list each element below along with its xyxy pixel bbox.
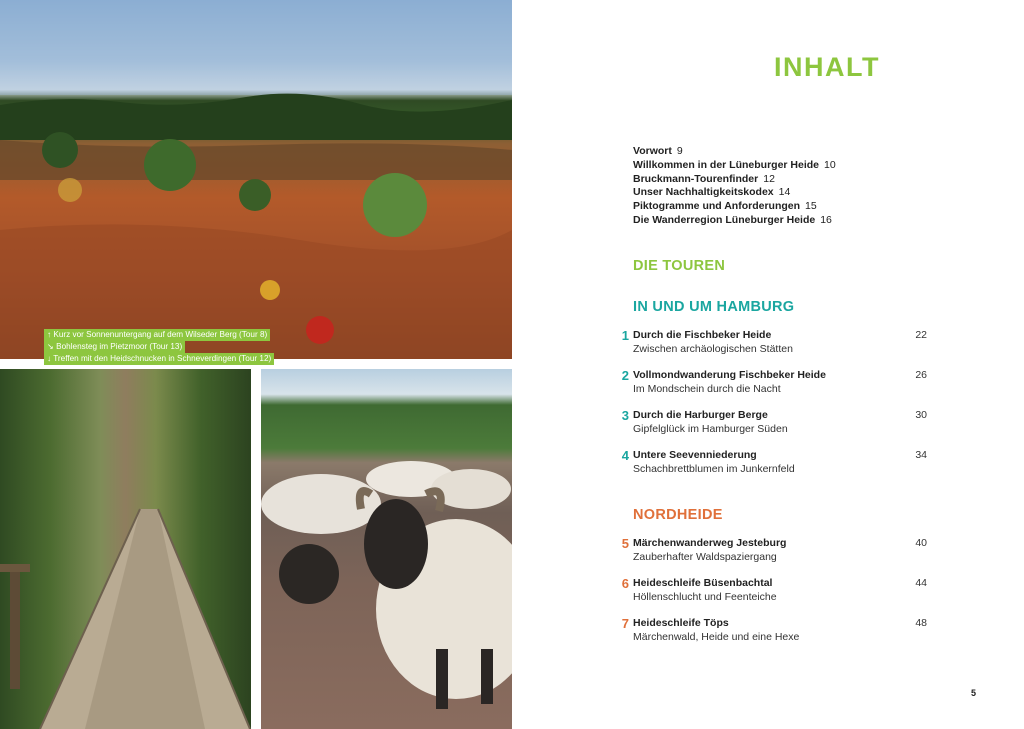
tour-subtitle: Zwischen archäologischen Stätten [633, 343, 793, 355]
front-matter-page: 15 [805, 200, 817, 213]
tour-number: 7 [621, 616, 629, 631]
tour-title: Märchenwanderweg Jesteburg [633, 537, 787, 549]
tour-subtitle: Schachbrettblumen im Junkernfeld [633, 463, 795, 475]
sheep-illustration [261, 369, 512, 729]
front-matter-title: Vorwort [633, 145, 672, 157]
front-matter-item [633, 200, 836, 214]
front-matter-page: 14 [778, 186, 791, 199]
front-matter-title: Unser Nachhaltigkeitskodex [633, 186, 774, 199]
tour-page: 34 [915, 449, 927, 461]
photo-heidschnucken-sheep [261, 369, 512, 729]
tour-subtitle: Höllenschlucht und Feenteiche [633, 591, 777, 603]
heathland-illustration [0, 0, 512, 359]
tour-title: Heideschleife Büsenbachtal [633, 577, 773, 589]
front-matter-item [633, 214, 836, 228]
boardwalk-illustration [0, 369, 251, 729]
tour-page: 22 [915, 329, 927, 341]
tour-number: 5 [621, 536, 629, 551]
tour-number: 6 [621, 576, 629, 591]
photo-heathland-sunset [0, 0, 512, 359]
photo-caption: ↑ Kurz vor Sonnenuntergang auf dem Wilseder Berg (Tour 8) [44, 329, 270, 341]
tour-title: Durch die Harburger Berge [633, 409, 768, 421]
section-heading-hamburg: IN UND UM HAMBURG [633, 299, 795, 315]
tour-number: 2 [621, 368, 629, 383]
tour-title: Vollmondwanderung Fischbeker Heide [633, 369, 826, 381]
tour-subtitle: Zauberhafter Waldspaziergang [633, 551, 777, 563]
tour-subtitle: Im Mondschein durch die Nacht [633, 383, 781, 395]
front-matter-item [633, 159, 836, 173]
front-matter-title: Bruckmann-Tourenfinder [633, 172, 759, 185]
front-matter-page: 12 [763, 172, 775, 185]
front-matter-item [633, 173, 836, 187]
photo-caption-list [44, 329, 274, 365]
photo-caption: ↘ Bohlensteg im Pietzmoor (Tour 13) [44, 341, 185, 353]
tour-number: 4 [621, 448, 629, 463]
tour-title: Untere Seevenniederung [633, 449, 757, 461]
tour-number: 1 [621, 328, 629, 343]
tour-number: 3 [621, 408, 629, 423]
front-matter-item [633, 145, 836, 159]
front-matter-page: 9 [676, 145, 683, 157]
tour-page: 44 [915, 577, 927, 589]
front-matter-title: Willkommen in der Lüneburger Heide [633, 158, 820, 171]
tour-page: 48 [915, 617, 927, 629]
front-matter-list [633, 145, 836, 228]
tour-page: 30 [915, 409, 927, 421]
photo-boardwalk-pietzmoor [0, 369, 251, 729]
tour-page: 40 [915, 537, 927, 549]
tour-subtitle: Gipfelglück im Hamburger Süden [633, 423, 788, 435]
tour-subtitle: Märchenwald, Heide und eine Hexe [633, 631, 800, 643]
page-number: 5 [971, 688, 977, 698]
front-matter-item [633, 186, 836, 200]
front-matter-title: Die Wanderregion Lüneburger Heide [633, 213, 816, 226]
front-matter-title: Piktogramme und Anforderungen [633, 200, 801, 213]
front-matter-page: 10 [824, 158, 836, 171]
front-matter-page: 16 [820, 213, 832, 226]
touren-heading: DIE TOUREN [633, 258, 726, 274]
section-heading-nordheide: NORDHEIDE [633, 507, 723, 523]
tour-title: Durch die Fischbeker Heide [633, 329, 772, 341]
tour-page: 26 [915, 369, 927, 381]
photo-caption: ↓ Treffen mit den Heidschnucken in Schneverdingen (Tour 12) [44, 353, 274, 365]
right-page-toc [512, 0, 1024, 729]
page-title: INHALT [774, 52, 880, 82]
tour-title: Heideschleife Töps [633, 617, 729, 629]
